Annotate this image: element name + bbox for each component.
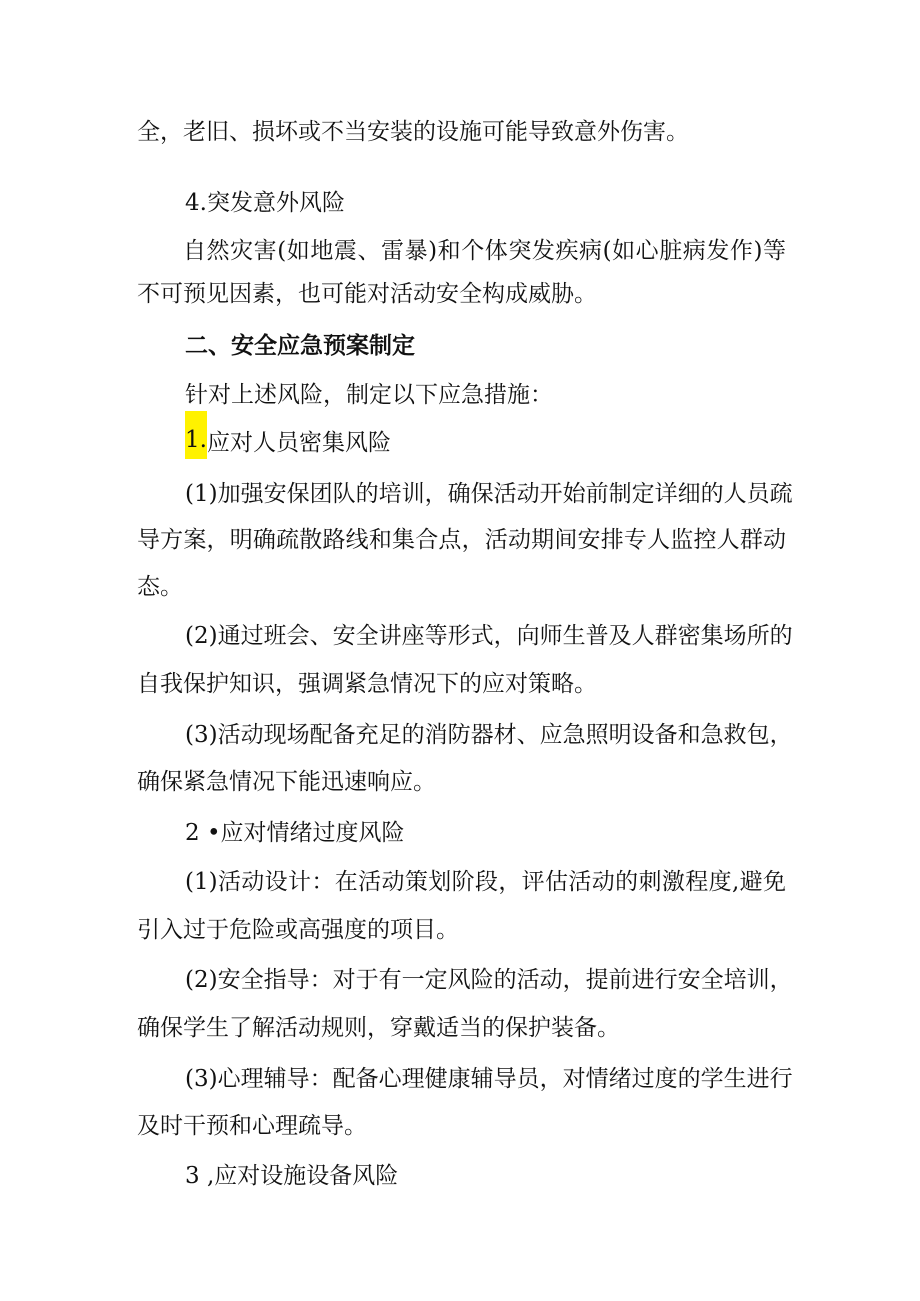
paragraph-line: 导方案，明确疏散路线和集合点，活动期间安排专人监控人群动 (137, 527, 786, 553)
section-subheading: 3 ,应对设施设备风险 (185, 1163, 399, 1189)
highlighted-number: 1. (185, 411, 207, 459)
paragraph-line: (3)活动现场配备充足的消防器材、应急照明设备和急救包， (185, 722, 793, 748)
paragraph-line: (3)心理辅导：配备心理健康辅导员，对情绪过度的学生进行 (185, 1066, 793, 1092)
section-subheading: 2 •应对情绪过度风险 (185, 820, 405, 846)
paragraph-line: 针对上述风险，制定以下应急措施： (185, 382, 553, 408)
paragraph-line: (2)安全指导：对于有一定风险的活动，提前进行安全培训， (185, 967, 793, 993)
paragraph-line: 自然灾害(如地震、雷暴)和个体突发疾病(如心脏病发作)等 (183, 238, 786, 264)
section-subheading (185, 428, 391, 458)
paragraph-line: 确保学生了解活动规则，穿戴适当的保护装备。 (137, 1015, 620, 1041)
paragraph-line: 全，老旧、损坏或不当安装的设施可能导致意外伤害。 (137, 119, 689, 145)
paragraph-line: 不可预见因素，也可能对活动安全构成威胁。 (137, 281, 597, 307)
subheading-text: 应对人员密集风险 (206, 430, 391, 456)
paragraph-line: 及时干预和心理疏导。 (137, 1113, 367, 1139)
paragraph-line: 确保紧急情况下能迅速响应。 (137, 769, 436, 795)
paragraph-line: 态。 (137, 574, 183, 600)
paragraph-line: (1)加强安保团队的培训，确保活动开始前制定详细的人员疏 (185, 481, 793, 507)
paragraph-line: (1)活动设计：在活动策划阶段，评估活动的刺激程度,避免 (185, 869, 786, 895)
paragraph-line: (2)通过班会、安全讲座等形式，向师生普及人群密集场所的 (185, 623, 793, 649)
paragraph-line: 自我保护知识，强调紧急情况下的应对策略。 (137, 671, 597, 697)
paragraph-line: 引入过于危险或高强度的项目。 (137, 917, 459, 943)
section-heading: 二、安全应急预案制定 (185, 333, 415, 359)
section-subheading: 4.突发意外风险 (185, 190, 345, 216)
